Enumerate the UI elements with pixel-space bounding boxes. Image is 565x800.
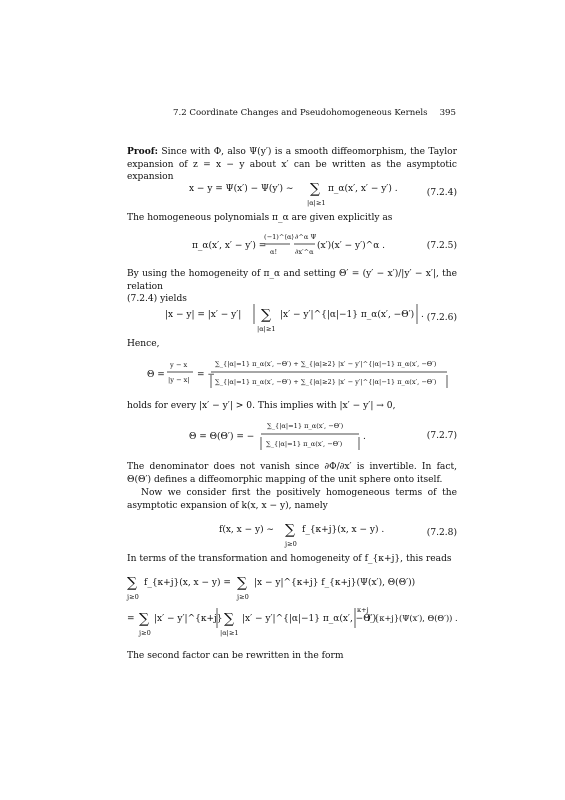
equation-transformation-line-2-formula bbox=[127, 604, 457, 640]
equation-7-2-4 bbox=[127, 176, 457, 210]
sum-symbol: ∑ bbox=[285, 522, 295, 538]
equals-minus: = − bbox=[197, 370, 215, 380]
paragraph-7 bbox=[127, 487, 457, 512]
paragraph-2 bbox=[127, 212, 457, 225]
sum-symbol: ∑ bbox=[310, 181, 320, 197]
fraction-denominator: α! bbox=[270, 248, 278, 256]
fraction-numerator: ∑_{|α|=1} π_α(x′, −Θ′) bbox=[267, 422, 344, 430]
sum-symbol: ∑ bbox=[237, 575, 247, 591]
equation-7-2-5 bbox=[127, 228, 457, 264]
paragraph-text: In terms of the transformation and homogeneity of f_{κ+j}, this reads bbox=[127, 554, 452, 564]
sum-subscript: j≥0 bbox=[127, 593, 139, 601]
equation-number: (7.2.8) bbox=[426, 528, 457, 538]
equation-7-2-7 bbox=[127, 416, 457, 456]
equation-number: (7.2.5) bbox=[426, 241, 457, 251]
proof-label: Proof: bbox=[127, 146, 159, 157]
equation-end: . bbox=[363, 432, 366, 442]
equation-rhs: |x − y|^{κ+j} f_{κ+j}(Ψ(x′), Θ(Θ′)) bbox=[254, 578, 416, 588]
equation-transformation-line-1 bbox=[127, 570, 457, 604]
equation-7-2-6-formula bbox=[127, 300, 427, 336]
paragraph-6 bbox=[127, 461, 457, 486]
equation-7-2-4-formula bbox=[127, 176, 417, 210]
exponent: κ+j bbox=[357, 606, 369, 614]
running-header bbox=[173, 108, 456, 118]
sum-subscript: j≥0 bbox=[237, 593, 249, 601]
equation-rhs: f_{κ+j}(x, x − y) . bbox=[302, 525, 385, 535]
equation-7-2-8-formula bbox=[127, 516, 407, 550]
sum-symbol: ∑ bbox=[261, 307, 271, 323]
paragraph-5 bbox=[127, 400, 457, 413]
fraction-numerator: (−1)^⟨α⟩ bbox=[264, 233, 294, 241]
paragraph-text: By using the homogeneity of π_α and setting Θ′ = (y′ − x′)/|y′ − x′|, the relation bbox=[127, 269, 457, 292]
equation-7-2-6 bbox=[127, 300, 457, 336]
paragraph-text: Now we consider first the positively homogeneous terms of the asymptotic expansion of k(x, x − y), namely bbox=[127, 488, 457, 511]
fraction-denominator: ∑_{|α|=1} π_α(x′, −Θ′) bbox=[266, 440, 343, 448]
equation-lhs: f(x, x − y) ∼ bbox=[219, 525, 274, 535]
equation-rhs: (x′)(x′ − y′)^α . bbox=[317, 241, 386, 251]
fraction-numerator: ∂^α Ψ bbox=[295, 233, 317, 241]
equation-transformation-line-1-formula bbox=[127, 570, 457, 604]
paragraph-text: The denominator does not vanish since ∂Φ/∂x′ is invertible. In fact, Θ(Θ′) defines a diffeomorphic mapping of the unit sphere onto itself. bbox=[127, 462, 457, 485]
equation-end: . bbox=[421, 310, 424, 320]
equation-theta bbox=[127, 354, 457, 394]
equation-lhs: x − y = Ψ(x′) − Ψ(y′) ∼ bbox=[189, 184, 294, 194]
fraction-denominator: ∑_{|α|=1} π_α(x′, −Θ′) + ∑_{|α|≥2} |x′ − y′|^{|α|−1} π_α(x′, −Θ′) bbox=[215, 378, 437, 386]
equation-7-2-8 bbox=[127, 516, 457, 550]
fraction-numerator: y − x bbox=[170, 361, 188, 369]
sum-symbol: ∑ bbox=[139, 611, 149, 627]
paragraph-text: Since with Φ, also Ψ(y′) is a smooth diffeomorphism, the Taylor expansion of z = x − y about x′ can be written as the asymptotic expansion bbox=[127, 147, 457, 183]
sum-subscript: j≥0 bbox=[285, 540, 297, 548]
paragraph-9 bbox=[127, 650, 457, 663]
equation-term: |x′ − y′|^{κ+j} bbox=[154, 614, 223, 624]
equation-lhs: π_α(x′, x′ − y′) = bbox=[192, 241, 267, 251]
equation-theta-formula bbox=[127, 354, 457, 394]
paragraph-text: The second factor can be rewritten in the form bbox=[127, 651, 344, 661]
equation-lhs: Θ = Θ(Θ′) = − bbox=[189, 432, 255, 442]
sum-subscript: |α|≥1 bbox=[220, 629, 239, 637]
equation-lhs: Θ = bbox=[147, 370, 165, 380]
equation-lhs: f_{κ+j}(x, x − y) = bbox=[144, 578, 231, 588]
paragraph-4 bbox=[127, 338, 457, 351]
equation-number: (7.2.7) bbox=[426, 431, 457, 441]
fraction-denominator: ∂x′^α bbox=[295, 248, 314, 256]
paragraph-text: holds for every |x′ − y′| > 0. This implies with |x′ − y′| → 0, bbox=[127, 401, 396, 411]
sum-subscript: |α|≥1 bbox=[257, 325, 276, 333]
sum-subscript: |α|≥1 bbox=[307, 199, 326, 207]
equation-number: (7.2.6) bbox=[426, 313, 457, 323]
equation-body: |x′ − y′|^{|α|−1} π_α(x′, −Θ′) bbox=[280, 310, 415, 320]
equation-7-2-5-formula bbox=[127, 228, 417, 264]
equation-transformation-line-2 bbox=[127, 604, 457, 640]
equals-sign: = bbox=[127, 614, 135, 624]
sum-symbol: ∑ bbox=[127, 575, 137, 591]
sum-subscript: j≥0 bbox=[139, 629, 151, 637]
paragraph-text: The homogeneous polynomials π_α are given explicitly as bbox=[127, 213, 393, 223]
equation-number: (7.2.4) bbox=[426, 188, 457, 198]
page-number: 395 bbox=[439, 108, 456, 118]
equation-7-2-7-formula bbox=[127, 416, 427, 456]
fraction-denominator: |y − x| bbox=[168, 376, 190, 384]
paragraph-text: (7.2.4) yields bbox=[127, 294, 187, 305]
paragraph-text: Hence, bbox=[127, 339, 160, 349]
fraction-numerator: ∑_{|α|=1} π_α(x′, −Θ′) + ∑_{|α|≥2} |x′ − y′|^{|α|−1} π_α(x′, −Θ′) bbox=[215, 360, 437, 368]
running-header-title: 7.2 Coordinate Changes and Pseudohomogeneous Kernels bbox=[173, 108, 428, 118]
equation-rhs: f_{κ+j}(Ψ(x′), Θ(Θ′)) . bbox=[367, 613, 458, 623]
paragraph-8 bbox=[127, 553, 457, 566]
equation-term: |x′ − y′|^{|α|−1} π_α(x′, −Θ′) bbox=[242, 614, 377, 624]
equation-lhs: |x − y| = |x′ − y′| bbox=[165, 310, 242, 320]
equation-rhs: π_α(x′, x′ − y′) . bbox=[328, 184, 398, 194]
sum-symbol: ∑ bbox=[224, 611, 234, 627]
